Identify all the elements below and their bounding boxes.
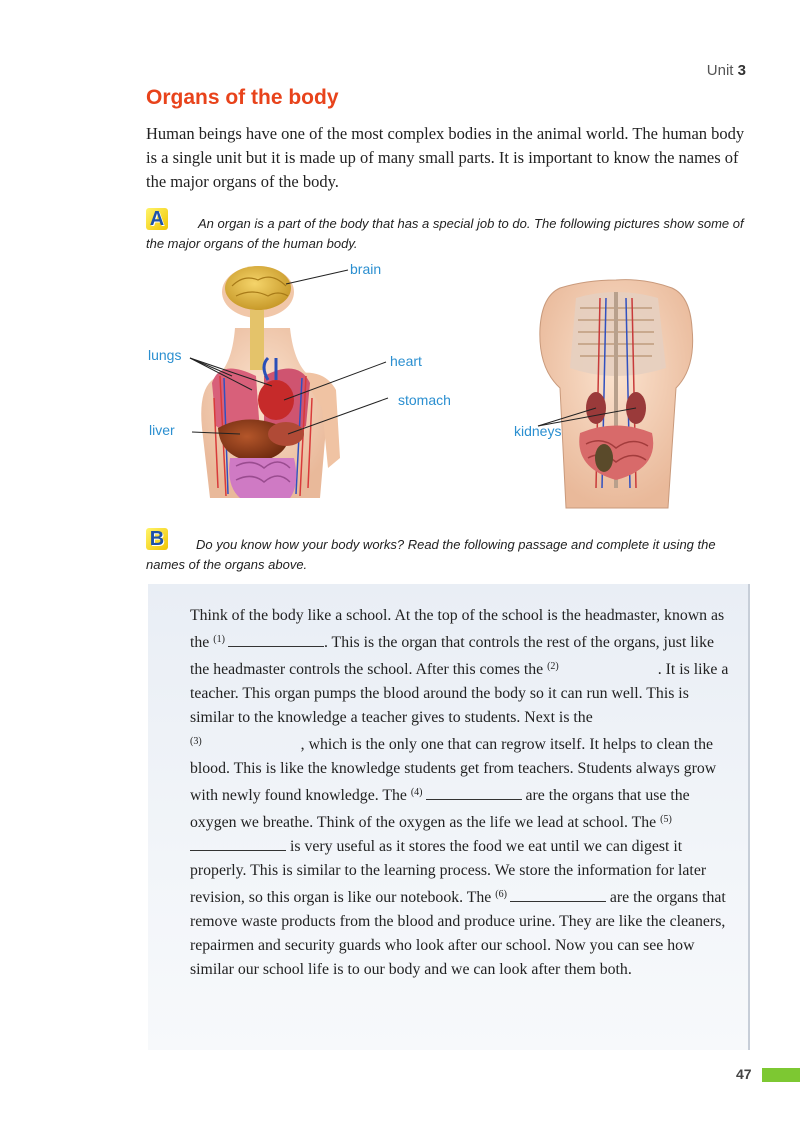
- passage-segment-2: . This is the organ that controls the rest of the organs, just like the headmaster controls the school. After this comes the: [190, 634, 714, 678]
- blank-4[interactable]: [426, 785, 522, 800]
- page-number: 47: [736, 1066, 752, 1082]
- unit-indicator: [707, 62, 746, 79]
- passage-segment-3: . It is like a teacher. This organ pumps the blood around the body so it can run well. This is similar to the knowledge a teacher gives to students. Next is the: [190, 661, 729, 726]
- heart-shape: [258, 380, 294, 420]
- body-left-figure: [201, 266, 340, 498]
- unit-word: Unit: [706, 62, 734, 79]
- passage-segment-6: is very useful as it stores the food we eat until we can digest it properly. This is similar to the learning process. We store the information for later revision, so this organ is like our notebook. The: [190, 838, 707, 906]
- blank-number-5: (5): [660, 814, 672, 825]
- blank-number-3: (3): [190, 736, 202, 747]
- passage-segment-7: are the organs that remove waste products from the blood and produce urine. They are like the cleaners, repairmen and security guards who look after our school. Now you can see how similar our school life is to our body and we can look after them both.: [190, 889, 726, 978]
- blank-6[interactable]: [510, 887, 606, 902]
- stomach-shape: [268, 422, 304, 446]
- unit-number: 3: [737, 62, 746, 79]
- intro-paragraph: Human beings have one of the most complex bodies in the animal world. The human body is a single unit but it is made up of many small parts. It is important to know the names of the major organs of the body.: [146, 124, 745, 191]
- label-brain: brain: [350, 261, 382, 277]
- label-liver: liver: [149, 422, 175, 438]
- page-title: Organs of the body: [146, 86, 339, 109]
- section-a-instruction-text: An organ is a part of the body that has a special job to do. The following pictures show some of the major organs of the human body.: [146, 216, 744, 251]
- section-b-instruction: [146, 535, 756, 575]
- label-kidneys: kidneys: [514, 423, 562, 439]
- label-lungs: lungs: [148, 347, 182, 363]
- blank-number-2: (2): [547, 661, 559, 672]
- section-a-instruction: [146, 214, 756, 254]
- brain-shape: [225, 266, 291, 310]
- blank-3[interactable]: [205, 734, 301, 749]
- blank-number-1: (1): [213, 634, 225, 645]
- section-a-badge: A: [146, 208, 168, 230]
- passage-text: [190, 604, 730, 982]
- page-number-bar: [762, 1068, 800, 1082]
- blank-number-4: (4): [410, 787, 423, 798]
- passage-segment-5: are the organs that use the oxygen we breathe. Think of the oxygen as the life we lead at school. The: [190, 787, 690, 831]
- blank-5[interactable]: [190, 836, 286, 851]
- section-b-badge: B: [146, 528, 168, 550]
- label-heart: heart: [390, 353, 422, 369]
- blank-1[interactable]: [228, 632, 324, 647]
- label-stomach: stomach: [398, 392, 451, 408]
- blank-number-6: (6): [495, 889, 507, 900]
- organs-illustration: [140, 258, 700, 520]
- passage-segment-4: , which is the only one that can regrow itself. It helps to clean the blood. This is like the knowledge students get from teachers. Students always grow with newly found knowledge. The: [190, 736, 717, 804]
- body-right-figure: [540, 280, 693, 508]
- blank-2[interactable]: [562, 659, 658, 674]
- passage-segment-1: Think of the body like a school. At the top of the school is the headmaster, known as the: [190, 607, 725, 651]
- section-b-instruction-text: Do you know how your body works? Read the following passage and complete it using the names of the organs above.: [146, 537, 716, 572]
- organs-figure: [140, 258, 700, 520]
